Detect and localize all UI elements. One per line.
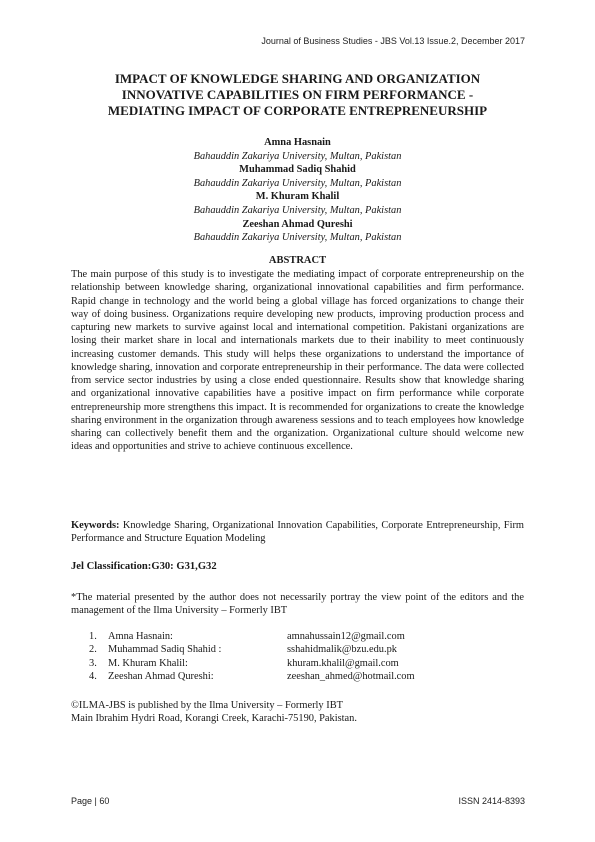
abstract-heading: ABSTRACT <box>268 255 327 266</box>
author-name: Zeeshan Ahmad Qureshi <box>242 218 353 230</box>
author-affiliation: Bahauddin Zakariya University, Multan, Pakistan <box>193 232 402 244</box>
author-block <box>0 190 595 217</box>
contact-number: 1. <box>89 631 97 642</box>
jel-classification: Jel Classification:G30: G31,G32 <box>71 561 217 572</box>
author-list <box>0 136 595 245</box>
author-name: Amna Hasnain <box>264 137 331 148</box>
author-name: Muhammad Sadiq Shahid <box>239 164 356 176</box>
author-block <box>0 163 595 190</box>
contact-name: Zeeshan Ahmad Qureshi: <box>108 671 214 683</box>
author-block <box>0 136 595 163</box>
author-affiliation: Bahauddin Zakariya University, Multan, Pakistan <box>193 204 402 216</box>
contact-name: Amna Hasnain: <box>108 631 173 642</box>
publisher-address: Main Ibrahim Hydri Road, Korangi Creek, Karachi-75190, Pakistan. <box>71 713 357 725</box>
author-affiliation: Bahauddin Zakariya University, Multan, Pakistan <box>193 177 402 189</box>
author-affiliation: Bahauddin Zakariya University, Multan, Pakistan <box>193 150 402 162</box>
disclaimer-note: *The material presented by the author does not necessarily portray the view point of the editors and the management of the Ilma University – Formerly IBT <box>71 592 524 617</box>
issn-number: ISSN 2414-8393 <box>458 796 525 806</box>
contact-number: 4. <box>89 671 97 683</box>
contact-email: amnahussain12@gmail.com <box>287 631 405 642</box>
keywords-text: Knowledge Sharing, Organizational Innovation Capabilities, Corporate Entrepreneurship, Firm Performance and Structure Equation Modeling <box>71 520 524 545</box>
journal-running-header: Journal of Business Studies - JBS Vol.13 Issue.2, December 2017 <box>261 36 525 46</box>
title-line: IMPACT OF KNOWLEDGE SHARING AND ORGANIZATION <box>114 71 481 86</box>
contact-email: khuram.khalil@gmail.com <box>287 657 399 669</box>
author-name: M. Khuram Khalil <box>255 191 340 203</box>
keywords-label: Keywords: <box>71 520 120 531</box>
contact-name: M. Khuram Khalil: <box>108 657 188 669</box>
contact-email: zeeshan_ahmed@hotmail.com <box>287 671 415 683</box>
title-line: MEDIATING IMPACT OF CORPORATE ENTREPRENEURSHIP <box>107 103 488 118</box>
publisher-info <box>71 699 357 726</box>
page-number: Page | 60 <box>71 796 110 806</box>
contact-number: 2. <box>89 644 97 656</box>
paper-title <box>40 71 555 119</box>
keywords-paragraph <box>71 519 524 546</box>
contact-email: sshahidmalik@bzu.edu.pk <box>287 644 397 656</box>
abstract-text: The main purpose of this study is to investigate the mediating impact of corporate entrepreneurship on the relationship between knowledge sharing, organizational innovational capabilities and firm performance. Rapid change in technology and the world being a global village has forced organizations to change their way of doing business. Organizations require developing new products, improving production process and capturing new markets to survive against local and international competition. Pakistani organizations are losing their market share in local and internationals markets due to their inability to meet continuously increasing customer demands. This study will helps these organizations to understand the importance of knowledge sharing, innovation and corporate entrepreneurship in their performance. The data were collected from service sector industries by using a close ended questionnaire. Results show that knowledge sharing and organizational innovative capabilities have a positive impact on firm performance while corporate entrepreneurship more strengthens this impact. It is recommended for organizations to create the knowledge sharing environment in the organization through awareness sessions and to teach employees how knowledge sharing can collectively benefit them and the organization. Organizational culture should welcome new ideas and opportunities and strive to achieve continuous excellence. <box>71 269 524 453</box>
publisher-line: ©ILMA-JBS is published by the Ilma University – Formerly IBT <box>71 700 343 711</box>
title-line: INNOVATIVE CAPABILITIES ON FIRM PERFORMANCE - <box>121 87 474 102</box>
author-block <box>0 218 595 245</box>
contact-name: Muhammad Sadiq Shahid : <box>108 644 222 656</box>
contact-number: 3. <box>89 657 97 669</box>
